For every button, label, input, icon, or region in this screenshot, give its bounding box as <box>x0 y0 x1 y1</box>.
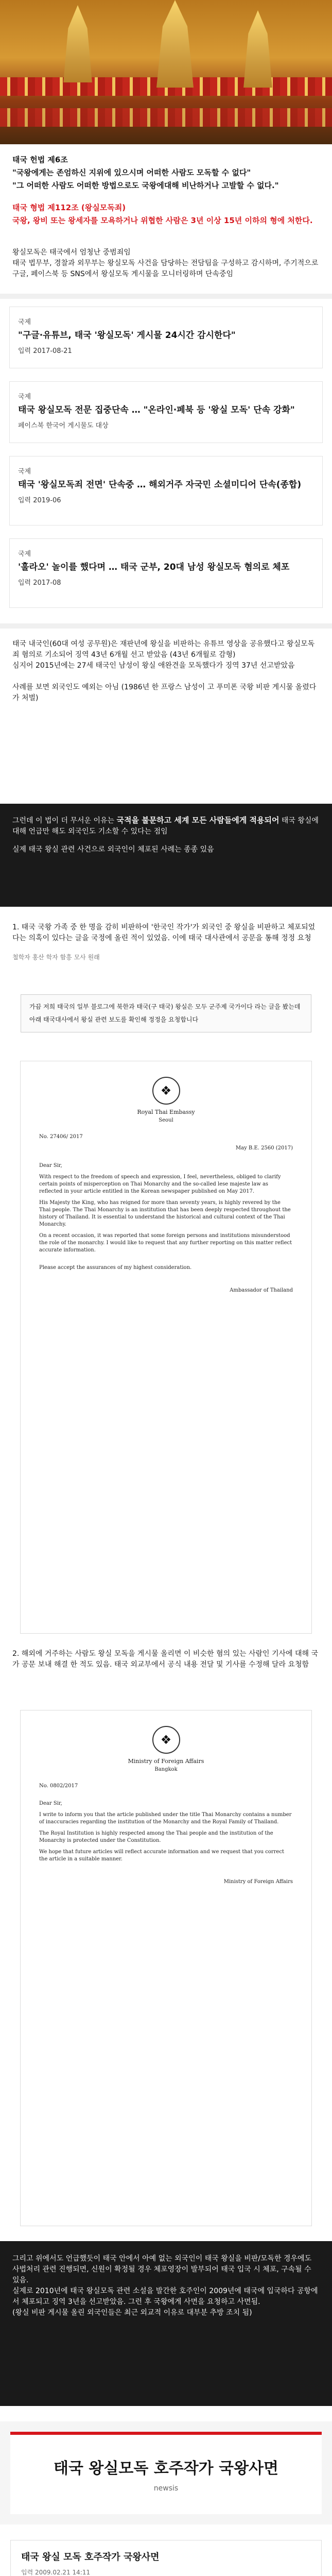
paragraph: 1. 태국 국왕 가족 중 한 명을 감히 비판하여 '한국인 작가'가 외국인 중 왕실을 비판하고 체포되었다는 의혹이 있다는 글을 국정에 올린 적이 있었음. 이에 태국 대사관에서 공문을 통해 정정 요청 <box>12 923 316 942</box>
quote-line: "국왕에게는 존엄하신 지위에 있으시며 어떠한 사람도 모독할 수 없다" <box>12 168 251 177</box>
quote-box <box>21 994 311 1032</box>
letter-paragraph: On a recent occasion, it was reported that some foreign persons and institutions misunderstood the role of the monarchy. I would like to request that any further reporting on this matter reflect accurate information. <box>39 1233 292 1253</box>
letter-paragraph: I write to inform you that the article published under the title Thai Monarchy contains a number of inaccuracies regarding the institution of the Monarchy and the Royal Family of Thailand. <box>39 1812 292 1825</box>
banner-tag: newsis <box>153 2484 179 2493</box>
card-meta: 입력 2019-06 <box>18 497 61 504</box>
case-examples <box>0 639 332 704</box>
card-category: 국제 <box>18 550 31 558</box>
callout-text-part: 그런데 이 법이 더 무서운 이유는 <box>12 817 117 825</box>
dark-callout <box>0 2241 332 2406</box>
royal-ceremony-photo <box>0 0 332 144</box>
callout-bold: 국적을 불문하고 세계 모든 사람들에게 적용되어 <box>116 816 279 825</box>
letter-org: Ministry of Foreign Affairs <box>128 1758 204 1765</box>
letter-paragraph: With respect to the freedom of speech and expression, I feel, nevertheless, obliged to clarify certain points of misperception on Thai Monarchy and the so-called lese majeste law as reflected in your article entitled in the Korean newspaper published on May 2017. <box>39 1174 281 1194</box>
news-card[interactable] <box>9 538 323 608</box>
letter-paragraph: The Royal Institution is highly respected among the Thai people and the institution of the Monarchy is protected under the Constitution. <box>39 1831 273 1843</box>
dark-callout <box>0 804 332 907</box>
letter-number: No. 0802/2017 <box>39 1783 78 1789</box>
banner-headline: 태국 왕실모독 호주작가 국왕사면 <box>53 2459 279 2478</box>
constitution-section <box>0 155 332 226</box>
divider <box>0 623 332 629</box>
news-banner <box>0 2421 332 2524</box>
card-category: 국제 <box>18 318 31 326</box>
quote-line: 아래 태국대사에서 왕실 관련 보도를 확인해 정정을 요청합니다 <box>29 1016 199 1023</box>
callout-text-part: 태국 왕실에 대해 언급만 해도 외국인도 기소할 수 있다는 점임 <box>12 817 319 836</box>
crowd-band <box>0 108 332 127</box>
section-heading: 태국 헌법 제6조 <box>12 155 68 164</box>
law-title: 태국 형법 제112조 (왕실모독죄) <box>12 203 126 212</box>
news-card[interactable] <box>9 307 323 368</box>
letter-signature: Ministry of Foreign Affairs <box>223 1879 293 1885</box>
card-meta: 페이스북 한국어 게시물도 대상 <box>18 422 109 430</box>
letter-org: Royal Thai Embassy <box>137 1109 195 1115</box>
divider <box>0 294 332 299</box>
letter-paragraph: We hope that future articles will reflect accurate information and we request that you correct the article in a suitable manner. <box>39 1849 284 1862</box>
callout-text: 실제 태국 왕실 관련 사건으로 외국인이 체포된 사례는 종종 있음 <box>12 845 214 854</box>
news-card[interactable] <box>9 381 323 443</box>
letter-salutation: Dear Sir, <box>39 1163 62 1168</box>
golden-tower <box>62 5 94 82</box>
letter-salutation: Dear Sir, <box>39 1801 62 1806</box>
callout-text <box>12 815 320 837</box>
intro-text <box>0 247 332 280</box>
letter-addr: Bangkok <box>154 1767 178 1772</box>
garuda-seal-icon: ❖ <box>152 1077 180 1105</box>
ministry-letter <box>21 1710 311 2226</box>
news-card[interactable] <box>9 456 323 526</box>
card-category: 국제 <box>18 393 31 401</box>
example-one <box>0 922 332 963</box>
letter-addr: Seoul <box>159 1117 173 1123</box>
callout-text: 그리고 위에서도 언급했듯이 태국 안에서 아예 없는 외국인이 태국 왕실을 비판/모독한 경우에도 사법처리 관련 진행되면, 신원이 확정될 경우 체포영장이 발부되어 태국 입국 시 체포, 구속될 수 있음. 실제로 2010년에 태국 왕실모독 관련 소설을 발간한 호주인이 2009년에 태국에 입국하다 공항에서 체포되고 징역 3년을 선고받았음. 그런 후 국왕에게 사면을 요청하고 사면됨. (왕실 비판 게시물 올린 외국인들은 최근 외교적 이유로 대부분 추방 조치 됨) <box>12 2255 318 2317</box>
news-article <box>10 2540 322 2576</box>
law-body: 국왕, 왕비 또는 왕세자를 모욕하거나 위협한 사람은 3년 이상 15년 이하의 형에 처한다. <box>12 216 313 225</box>
quote-line: 가끔 저희 태국의 일부 블로그에 북한과 태국(구 태국) 왕실은 모두 군주제 국가이다 라는 글을 봤는데 <box>29 1003 301 1010</box>
letter-signature: Ambassador of Thailand <box>230 1287 293 1293</box>
article-title: 태국 왕실 모독 호주작가 국왕사면 <box>21 2552 160 2563</box>
example-two <box>0 1649 332 1670</box>
letter-paragraph: Please accept the assurances of my highest consideration. <box>39 1265 192 1270</box>
article-meta: 입력 2009.02.21 14:11 <box>21 2569 91 2576</box>
card-title: 태국 '왕실모독죄 전면' 단속중 … 해외거주 자국민 소셜미디어 단속(종합) <box>18 480 302 490</box>
card-meta: 입력 2017-08-21 <box>18 347 72 355</box>
golden-tower <box>242 10 274 88</box>
card-title: 태국 왕실모독 전문 집중단속 … "온라인·페북 등 '왕실 모독' 단속 강화" <box>18 405 295 415</box>
banner-card <box>10 2432 322 2514</box>
paragraph: 2. 해외에 거주하는 사람도 왕실 모독을 게시물 올리면 이 비슷한 혐의 있는 사람인 기사에 대해 국가 공문 보내 해결 한 적도 있음. 태국 외교부에서 공식 내용 전달 및 기사를 수정해 달라 요청함 <box>12 1650 319 1669</box>
embassy-letter <box>21 1061 311 1633</box>
card-title: '훌라오' 놀이를 했다며 … 태국 군부, 20대 남성 왕실모독 혐의로 체포 <box>18 562 290 572</box>
paragraph: 왕실모독은 태국에서 엄청난 중범죄임 태국 법무부, 경찰과 외무부는 왕실모독 사건을 담당하는 전담팀을 구성하고 감시하며, 주기적으로 구글, 페이스북 등 SNS에서 왕실모독 게시물을 모니터링하며 단속중임 <box>12 248 319 278</box>
letter-date: May B.E. 2560 (2017) <box>235 1145 293 1151</box>
letter-number: No. 27406/ 2017 <box>39 1134 83 1140</box>
letter-paragraph: His Majesty the King, who has reigned for more than seventy years, is highly revered by the Thai people. The Thai Monarchy is an institution that has been deeply respected throughout the history of Thailand. It is essential to understand the historical and cultural context of the Thai Monarchy. <box>39 1200 291 1227</box>
card-category: 국제 <box>18 468 31 476</box>
golden-tower <box>154 0 196 88</box>
small-caption: 철학자 홍산 학자 함흥 모사 원래 <box>12 954 100 961</box>
garuda-seal-icon: ❖ <box>152 1726 180 1754</box>
card-title: "구글·유튜브, 태국 '왕실모독' 게시물 24시간 감시한다" <box>18 330 236 341</box>
card-meta: 입력 2017-08 <box>18 579 61 587</box>
paragraph: 태국 내국인(60대 여성 공무원)은 재판년에 왕실을 비판하는 유튜브 영상을 공유했다고 왕실모독죄 혐의로 기소되어 징역 43년 6개월 선고 받았음 (43년 6개월로 감형) 심지어 2015년에는 27세 태국인 남성이 왕실 애완견을 모독했다가 징역 37년 선고받았음 사례를 보면 외국인도 예외는 아님 (1986년 한 프랑스 남성이 고 푸미폰 국왕 비판 게시물 올렸다가 처벌) <box>12 640 317 702</box>
quote-line: "그 어떠한 사람도 어떠한 방법으로도 국왕에대해 비난하거나 고발할 수 없다." <box>12 181 279 190</box>
